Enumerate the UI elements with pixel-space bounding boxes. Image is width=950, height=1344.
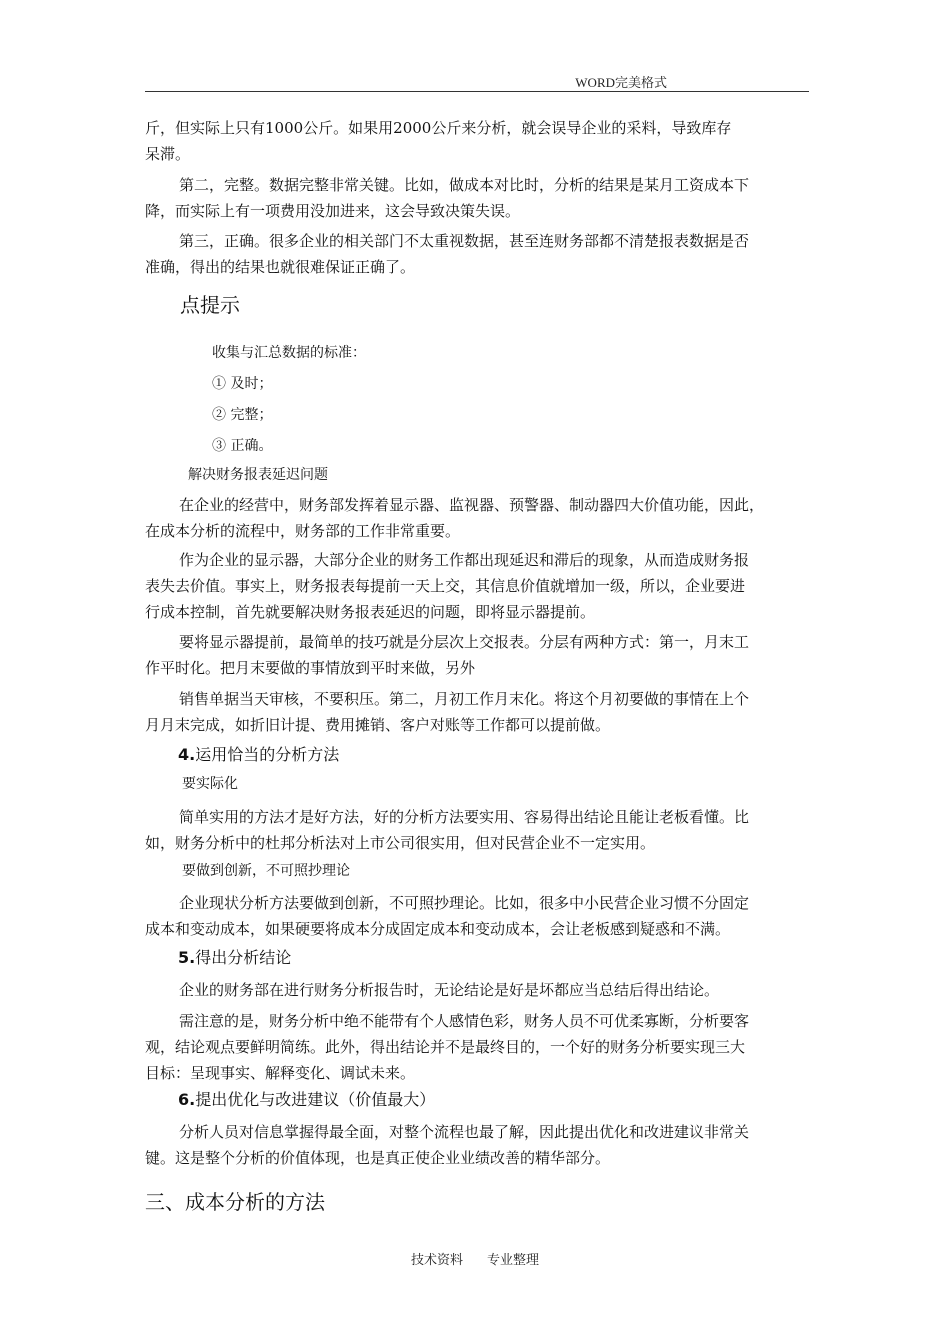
text-line: 表失去价值。事实上，财务报表每提前一天上交，其信息价值就增加一级，所以，企业要进 (145, 577, 746, 595)
text-line: 作为企业的显示器，大部分企业的财务工作都出现延迟和滞后的现象，从而造成财务报 (179, 551, 750, 569)
standard-item: ① 及时； (212, 376, 273, 392)
header-title: WORD完美格式 (575, 75, 667, 90)
text-line: 第二，完整。数据完整非常关键。比如，做成本对比时，分析的结果是某月工资成本下 (179, 176, 750, 194)
text-line: 作平时化。把月末要做的事情放到平时来做，另外 (145, 659, 476, 677)
paragraph (145, 228, 809, 280)
section-title: 得出分析结论 (195, 948, 292, 967)
tip-heading: 点提示 (180, 293, 240, 317)
text-line: 第三，正确。很多企业的相关部门不太重视数据，甚至连财务部都不清楚报表数据是否 (179, 232, 750, 250)
paragraph (145, 804, 809, 856)
text-line: 观，结论观点要鲜明简练。此外，得出结论并不是最终目的，一个好的财务分析要实现三大 (145, 1038, 746, 1056)
text-line: 斤，但实际上只有1000公斤。如果用2000公斤来分析，就会误导企业的采料，导致库存 (145, 119, 732, 137)
paragraph (145, 977, 809, 1003)
delay-heading: 解决财务报表延迟问题 (188, 467, 328, 483)
paragraph (145, 1119, 809, 1171)
text-line: 如，财务分析中的杜邦分析法对上市公司很实用，但对民营企业不一定实用。 (145, 834, 656, 852)
text-line: 需注意的是，财务分析中绝不能带有个人感情色彩，财务人员不可优柔寡断，分析要客 (179, 1012, 750, 1030)
paragraph (145, 547, 809, 625)
standard-item: ③ 正确。 (212, 438, 273, 454)
section-number: 5. (178, 948, 196, 967)
section-number: 6. (178, 1090, 196, 1109)
text-line: 销售单据当天审核，不要积压。第二，月初工作月末化。将这个月初要做的事情在上个 (179, 690, 750, 708)
section-heading-4 (178, 742, 339, 765)
text-line: 在企业的经营中，财务部发挥着显示器、监视器、预警器、制动器四大价值功能，因此， (179, 496, 765, 514)
section-heading-6 (178, 1087, 435, 1110)
text-line: 准确，得出的结果也就很难保证正确了。 (145, 258, 416, 276)
text-line: 降，而实际上有一项费用没加进来，这会导致决策失误。 (145, 202, 521, 220)
text-line: 行成本控制，首先就要解决财务报表延迟的问题，即将显示器提前。 (145, 603, 596, 621)
text-line: 要将显示器提前，最简单的技巧就是分层次上交报表。分层有两种方式：第一，月末工 (179, 633, 750, 651)
page-header (145, 73, 809, 92)
paragraph (145, 172, 809, 224)
text-line: 目标：呈现事实、解释变化、调试未来。 (145, 1064, 416, 1082)
standard-intro: 收集与汇总数据的标准： (212, 345, 366, 361)
text-line: 呆滞。 (145, 145, 191, 163)
text-line: 企业的财务部在进行财务分析报告时，无论结论是好是坏都应当总结后得出结论。 (179, 981, 720, 999)
text-line: 月月末完成，如折旧计提、费用摊销、客户对账等工作都可以提前做。 (145, 716, 611, 734)
section-title: 运用恰当的分析方法 (195, 745, 340, 764)
paragraph (145, 492, 809, 544)
paragraph (145, 890, 809, 942)
chapter-heading: 三、成本分析的方法 (145, 1190, 325, 1214)
section-number: 4. (178, 745, 196, 764)
text-line: 分析人员对信息掌握得最全面，对整个流程也最了解，因此提出优化和改进建议非常关 (179, 1123, 750, 1141)
standard-item: ② 完整； (212, 407, 273, 423)
text-line: 成本和变动成本，如果硬要将成本分成固定成本和变动成本，会让老板感到疑惑和不满。 (145, 920, 731, 938)
subheading: 要实际化 (182, 776, 238, 792)
footer-left: 技术资料 (410, 1253, 463, 1268)
text-line: 在成本分析的流程中，财务部的工作非常重要。 (145, 522, 461, 540)
subheading: 要做到创新，不可照抄理论 (182, 863, 350, 879)
paragraph (145, 629, 809, 681)
section-heading-5 (178, 945, 291, 968)
text-line: 简单实用的方法才是好方法，好的分析方法要实用、容易得出结论且能让老板看懂。比 (179, 808, 750, 826)
paragraph (145, 115, 809, 167)
footer-right: 专业整理 (487, 1253, 540, 1268)
paragraph (145, 686, 809, 738)
text-line: 企业现状分析方法要做到创新，不可照抄理论。比如，很多中小民营企业习惯不分固定 (179, 894, 750, 912)
section-title: 提出优化与改进建议（价值最大） (195, 1090, 436, 1109)
page-footer (0, 1249, 950, 1268)
text-line: 键。这是整个分析的价值体现，也是真正使企业业绩改善的精华部分。 (145, 1149, 611, 1167)
paragraph (145, 1008, 809, 1086)
